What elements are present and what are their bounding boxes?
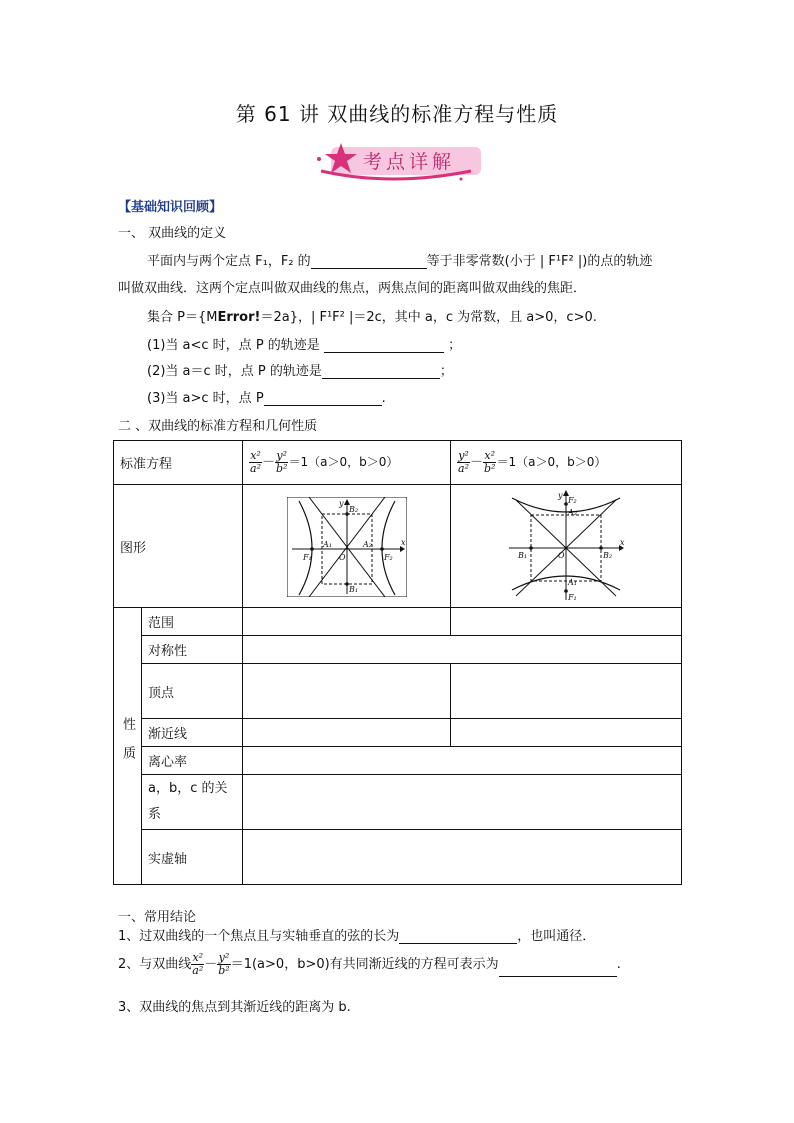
fraction: $\frac{\text{y²}}{\text{a²}}$	[458, 449, 469, 475]
definition-text-a: 平面内与两个定点 F₁，F₂ 的	[147, 254, 311, 269]
row-label-graph: 图形	[114, 485, 243, 608]
svg-text:F₂: F₂	[568, 496, 577, 505]
banner-text: 考点详解	[363, 151, 456, 173]
row-label-axes: 实虚轴	[142, 830, 243, 885]
case-item-2	[147, 360, 453, 379]
conclusion-3: 3、双曲线的焦点到其渐近线的距离为 b.	[118, 1000, 351, 1015]
fraction: $\frac{\text{x²}}{\text{b²}}$	[484, 449, 496, 475]
cell-range-1	[243, 608, 451, 636]
conclusion-1-text-b: ，也叫通径．	[517, 929, 596, 944]
blank-field	[311, 254, 427, 269]
case-3-text: (3)当 a>c 时，点 P	[147, 391, 264, 406]
svg-text:B₂: B₂	[348, 505, 358, 514]
definition-line1	[147, 250, 652, 269]
row-label-symmetry: 对称性	[142, 636, 243, 664]
conclusion-2-text-a: 2、与双曲线	[118, 957, 192, 972]
svg-text:A₂: A₂	[568, 508, 577, 517]
conclusion-1-text-a: 1、过双曲线的一个焦点且与实轴垂直的弦的长为	[118, 929, 400, 944]
graph-horizontal-hyperbola	[243, 485, 451, 608]
row-label-abc-relation: a，b，c 的关系	[142, 775, 243, 830]
svg-text:x: x	[400, 538, 406, 547]
svg-text:B₂: B₂	[603, 551, 613, 560]
part3-heading: 一、常用结论	[118, 910, 197, 925]
row-label-range: 范围	[142, 608, 243, 636]
fraction: $\frac{\text{x²}}{\text{a²}}$	[250, 449, 261, 475]
hyperbola-property-table	[113, 440, 682, 885]
svg-text:B₁: B₁	[518, 551, 528, 560]
cell-eccentricity	[243, 747, 682, 775]
blank-field	[399, 929, 517, 944]
set-error: Error!	[217, 310, 261, 325]
row-label-asymptote: 渐近线	[142, 719, 243, 747]
svg-text:y: y	[558, 491, 563, 500]
case-1-end: ；	[448, 338, 462, 353]
section-tag: 【基础知识回顾】	[118, 200, 223, 215]
svg-text:O: O	[338, 553, 346, 562]
row-group-properties: 性质	[114, 608, 142, 885]
equation-x-axis: $\frac{\text{x²}}{\text{a²}}$ － $\frac{\text{y²}}{\text{b²}}$ ＝1（a＞0，b＞0）	[243, 441, 451, 485]
row-label-eccentricity: 离心率	[142, 747, 243, 775]
set-definition	[147, 306, 597, 325]
case-3-end: .	[381, 391, 386, 406]
svg-text:F₂: F₂	[383, 553, 393, 562]
svg-text:O: O	[558, 551, 565, 560]
cell-axes	[243, 830, 682, 885]
cell-vertex-1	[243, 664, 451, 719]
page-title: 第 61 讲 双曲线的标准方程与性质	[235, 102, 559, 126]
row-label-vertex: 顶点	[142, 664, 243, 719]
blank-field	[499, 962, 617, 977]
blank-field	[322, 364, 440, 379]
svg-text:x: x	[620, 538, 625, 547]
part2-heading: 二 、双曲线的标准方程和几何性质	[118, 419, 318, 434]
definition-line2: 叫做双曲线．这两个定点叫做双曲线的焦点，两焦点间的距离叫做双曲线的焦距．	[118, 281, 587, 296]
set-text-b: ＝2a}，| F¹F² |＝2c，其中 a，c 为常数，且 a>0，c>0.	[260, 310, 597, 325]
svg-text:y: y	[338, 499, 344, 508]
conclusion-1	[118, 925, 595, 944]
blank-field	[324, 338, 444, 353]
cell-asymptote-1	[243, 719, 451, 747]
set-text-a: 集合 P＝{M	[147, 310, 218, 325]
row-label-standard-equation: 标准方程	[114, 441, 243, 485]
conclusion-2: 2、与双曲线 $\frac{\text{x²}}{\text{a²}}$ － $\frac{\text{y²}}{\text{b²}}$ ＝1(a>0，b>0)有共同渐近线的方程可表示为 .	[118, 951, 621, 977]
part1-heading: 一、 双曲线的定义	[118, 226, 227, 241]
svg-text:F₁: F₁	[568, 593, 577, 602]
case-item-1	[147, 334, 461, 353]
case-2-end: ；	[439, 364, 453, 379]
cell-asymptote-2	[451, 719, 682, 747]
svg-text:B₁: B₁	[348, 585, 358, 594]
fraction: $\frac{\text{x²}}{\text{a²}}$	[192, 951, 204, 977]
equation-y-axis: $\frac{\text{y²}}{\text{a²}}$ － $\frac{\text{x²}}{\text{b²}}$ ＝1（a＞0，b＞0）	[451, 441, 682, 485]
section-banner	[311, 141, 486, 183]
cell-vertex-2	[451, 664, 682, 719]
fraction: $\frac{\text{y²}}{\text{b²}}$	[276, 449, 288, 475]
graph-vertical-hyperbola	[451, 485, 682, 608]
svg-text:A₁: A₁	[322, 540, 332, 549]
blank-field	[264, 391, 382, 406]
case-2-text: (2)当 a＝c 时，点 P 的轨迹是	[147, 364, 322, 379]
svg-text:A₁: A₁	[568, 578, 577, 587]
cell-abc-relation	[243, 775, 682, 830]
fraction: $\frac{\text{y²}}{\text{b²}}$	[218, 951, 230, 977]
svg-text:A₂: A₂	[362, 540, 372, 549]
case-1-text: (1)当 a<c 时，点 P 的轨迹是	[147, 338, 320, 353]
svg-text:F₁: F₁	[302, 553, 312, 562]
cell-symmetry	[243, 636, 682, 664]
conclusion-2-text-b: ＝1(a>0，b>0)有共同渐近线的方程可表示为	[230, 957, 499, 972]
cell-range-2	[451, 608, 682, 636]
case-item-3	[147, 387, 386, 406]
definition-text-b: 等于非零常数(小于 | F¹F² |)的点的轨迹	[426, 254, 653, 269]
conclusion-2-end: .	[616, 957, 621, 972]
